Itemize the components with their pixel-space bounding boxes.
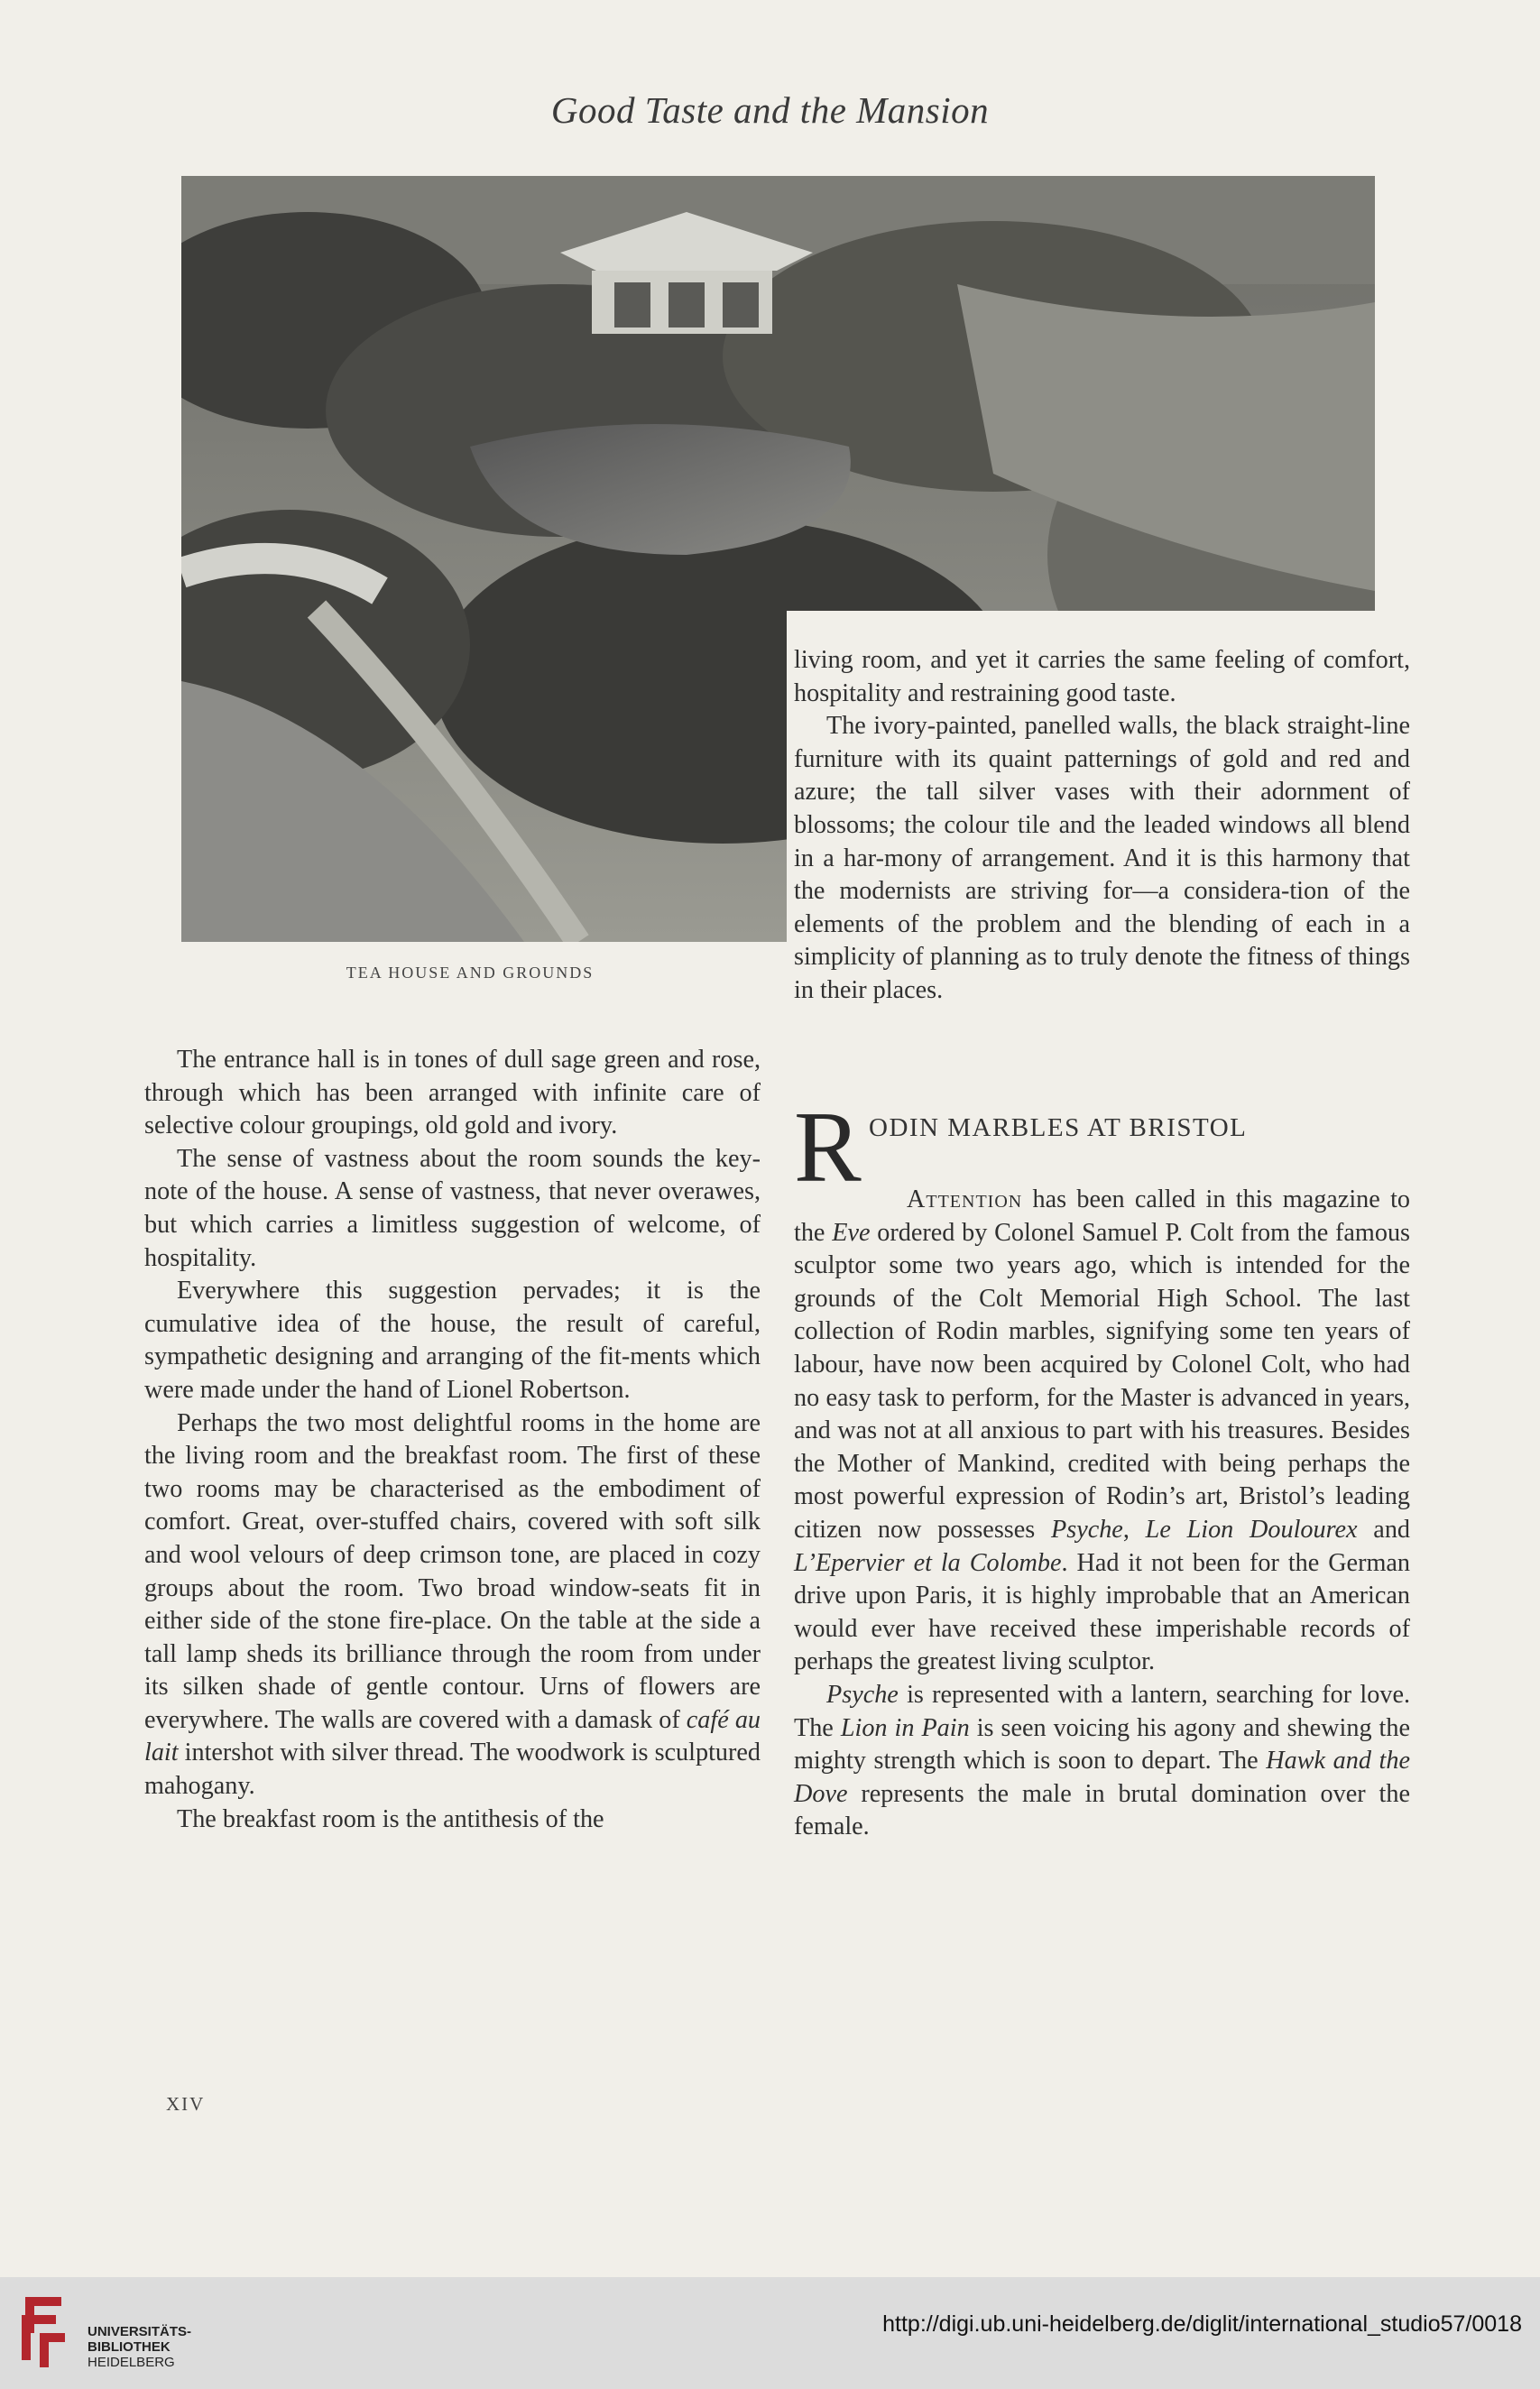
- italic-text: Psyche: [1051, 1515, 1123, 1544]
- drop-cap: R: [794, 1092, 862, 1204]
- right-column-bottom-text: [794, 1184, 1410, 1844]
- paragraph: The entrance hall is in tones of dull sage green and rose, through which has been arranged with infinite care of selective colour groupings, old gold and ivory.: [144, 1046, 761, 1140]
- page-number: XIV: [166, 2093, 206, 2115]
- library-name-line: UNIVERSITÄTS-: [88, 2324, 192, 2339]
- right-column-top-text: [794, 644, 1410, 1008]
- small-caps-text: Attention: [907, 1185, 1023, 1213]
- paragraph: [144, 1407, 761, 1803]
- source-url-link[interactable]: http://digi.ub.uni-heidelberg.de/diglit/international_studio57/0018: [882, 2311, 1522, 2337]
- left-column-text: [144, 1044, 761, 1836]
- italic-text: Hawk and the Dove: [794, 1747, 1410, 1808]
- text-run: ,: [1122, 1515, 1146, 1544]
- italic-text: Lion in Pain: [840, 1713, 970, 1742]
- paragraph: The ivory-painted, panelled walls, the black straight-line furniture with its quaint patternings of gold and red and azure; the tall silver vases with their adornment of blossoms; the colour tile and the leaded windows all blend in a har-mony of arrangement. And it is this harmony that the modernists are striving for—a considera-tion of the elements of the problem and the blending of each in a simplicity of planning as to truly denote the fitness of things in their places.: [794, 712, 1410, 1004]
- text-run: is represented with a lantern, searching for love. The: [794, 1680, 1410, 1742]
- library-name-line: HEIDELBERG: [88, 2355, 175, 2370]
- italic-text: Le Lion Doulourex: [1145, 1515, 1358, 1544]
- figure-caption: TEA HOUSE AND GROUNDS: [346, 964, 595, 982]
- page-title: Good Taste and the Mansion: [550, 89, 990, 131]
- italic-text: Eve: [832, 1218, 871, 1247]
- italic-text: Psyche: [826, 1680, 899, 1709]
- text-run: intershot with silver thread. The woodwork is sculptured mahogany.: [144, 1739, 761, 1801]
- section-heading-text: ODIN MARBLES AT BRISTOL: [869, 1113, 1248, 1142]
- text-run: ordered by Colonel Samuel P. Colt from the famous sculptor some two years ago, which is intended for the grounds of the Colt Memorial High School. The last collection of Rodin marbles, signifying some ten years of labour, have now been acquired by Colonel Colt, who had no easy task to perform, for the Master is advanced in years, and was not at all anxious to part with his treasures. Besides the Mother of Mankind, credited with being perhaps the most powerful expression of Rodin’s art, Bristol’s leading citizen now possesses: [794, 1218, 1411, 1544]
- text-run: has been called in this magazine to the: [794, 1185, 1410, 1247]
- paragraph: [794, 1679, 1410, 1844]
- text-run: and: [1357, 1515, 1411, 1544]
- italic-text: café au lait: [144, 1705, 761, 1767]
- library-name-line: BIBLIOTHEK: [88, 2339, 171, 2355]
- paragraph: Everywhere this suggestion pervades; it is the cumulative idea of the house, the result of careful, sympathetic designing and arranging of the fit-ments which were made under the hand of Lionel Robertson.: [144, 1277, 761, 1404]
- paragraph: The sense of vastness about the room sounds the key-note of the house. A sense of vastness, that never overawes, but which carries a limitless suggestion of welcome, of hospitality.: [144, 1144, 761, 1272]
- text-run: is seen voicing his agony and shewing the mighty strength which is soon to depart. The: [794, 1713, 1410, 1776]
- text-run: represents the male in brutal domination over the female.: [794, 1779, 1410, 1841]
- italic-text: L’Epervier et la Colombe: [794, 1548, 1062, 1577]
- paragraph: living room, and yet it carries the same feeling of comfort, hospitality and restraining good taste.: [794, 646, 1410, 707]
- library-name: [88, 2324, 191, 2370]
- text-run: . Had it not been for the German drive upon Paris, it is highly improbable that an American would ever have received these imperishable records of perhaps the greatest living sculptor.: [794, 1548, 1410, 1676]
- paragraph: [794, 1184, 1410, 1679]
- paragraph: The breakfast room is the antithesis of the: [177, 1804, 604, 1833]
- text-run: Perhaps the two most delightful rooms in the home are the living room and the breakfast room. The first of these two rooms may be characterised as the embodiment of comfort. Great, over-stuffed chairs, covered with soft silk and wool velours of deep crimson tone, are placed in cozy groups about the room. Two broad window-seats fit in either side of the stone fire-place. On the table at the side a tall lamp sheds its brilliance through the room from under its silken shade of gentle contour. Urns of flowers are everywhere. The walls are covered with a damask of: [144, 1408, 761, 1734]
- library-logo-icon: [16, 2288, 70, 2371]
